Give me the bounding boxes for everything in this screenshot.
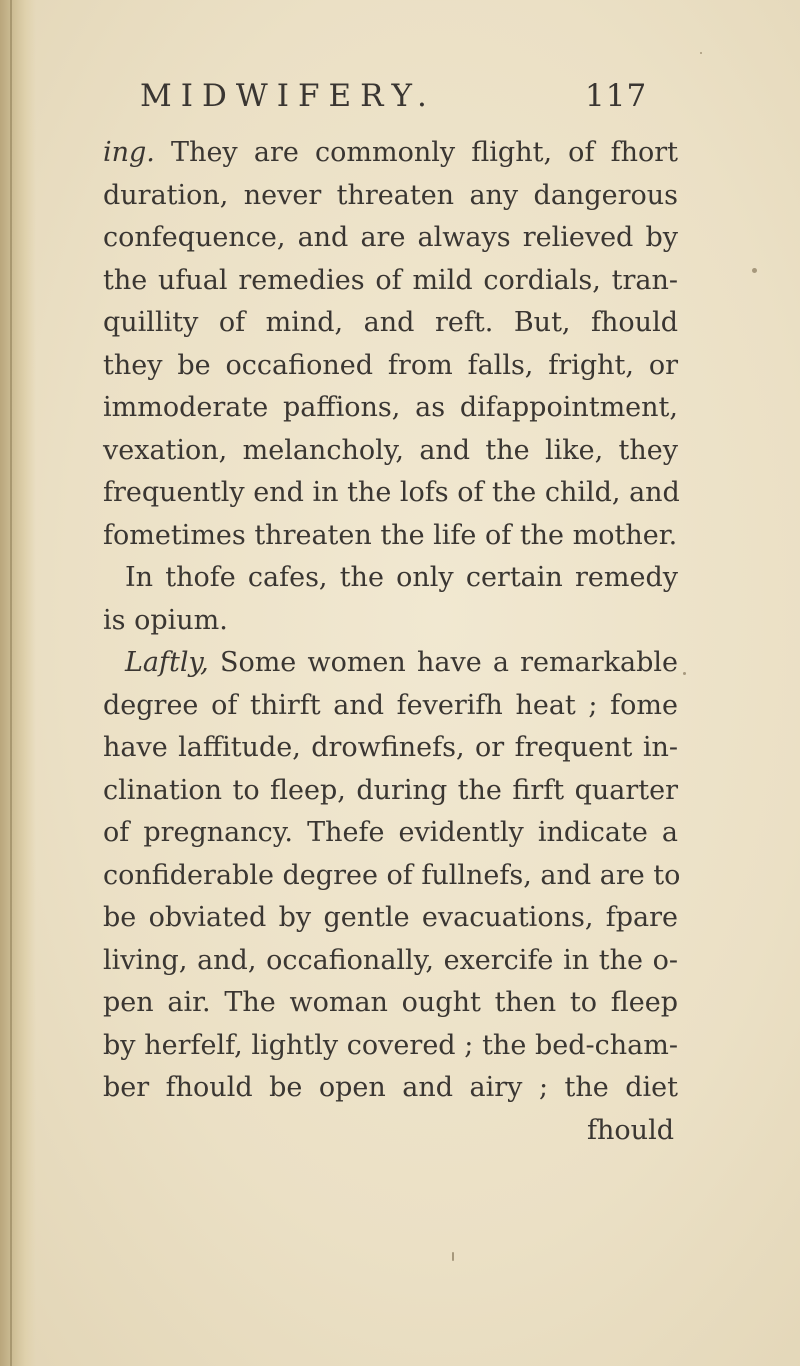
text-line: immoderate paffions, as difappointment,	[103, 392, 678, 423]
text-line: living, and, occafionally, exercife in the o-	[103, 944, 678, 976]
text-line: In thofe cafes, the only certain remedy	[125, 562, 678, 593]
text-line: quillity of mind, and reft. But, fhould	[103, 307, 678, 338]
paper-speck	[452, 1252, 454, 1261]
text-line: is opium.	[103, 604, 228, 636]
line-text: Some women have a remarkable	[208, 647, 678, 678]
catchword: fhould	[587, 1114, 674, 1146]
text-line: the ufual remedies of mild cordials, tran-	[103, 264, 678, 296]
text-line: fometimes threaten the life of the mother.	[103, 519, 678, 551]
line-text: They are commonly flight, of fhort	[154, 137, 678, 168]
binding-edge	[0, 0, 36, 1366]
text-line: by herfelf, lightly covered ; the bed-cham-	[103, 1029, 678, 1061]
text-line	[103, 642, 678, 685]
continued-word: ing.	[103, 137, 155, 168]
text-line: have laffitude, drowfinefs, or frequent in-	[103, 732, 678, 763]
text-line: duration, never threaten any dangerous	[103, 179, 678, 211]
page-header	[140, 78, 740, 128]
text-line: confequence, and are always relieved by	[103, 222, 678, 253]
paragraph-lead-word: Laftly,	[125, 647, 209, 678]
text-line: vexation, melancholy, and the like, they	[103, 434, 678, 466]
text-line: ber fhould be open and airy ; the diet	[103, 1072, 678, 1103]
binding-line	[10, 0, 12, 1366]
running-head: MIDWIFERY.	[140, 78, 436, 114]
text-line: degree of thirft and feverifh heat ; fome	[103, 689, 678, 721]
body-text	[103, 132, 681, 1152]
paper-speck	[683, 672, 686, 675]
text-line: confiderable degree of fullnefs, and are to	[103, 859, 681, 891]
text-line: be obviated by gentle evacuations, fpare	[103, 902, 678, 933]
text-line	[103, 132, 678, 175]
page-number: 117	[585, 78, 648, 114]
text-line: pen air. The woman ought then to fleep	[103, 987, 678, 1018]
paper-speck	[700, 52, 702, 54]
text-line: frequently end in the lofs of the child, and	[103, 477, 680, 508]
text-line: of pregnancy. Thefe evidently indicate a	[103, 817, 678, 848]
text-line: they be occafioned from falls, fright, or	[103, 349, 678, 381]
paper-speck	[752, 268, 757, 273]
text-line: clination to fleep, during the firft quarter	[103, 774, 678, 806]
